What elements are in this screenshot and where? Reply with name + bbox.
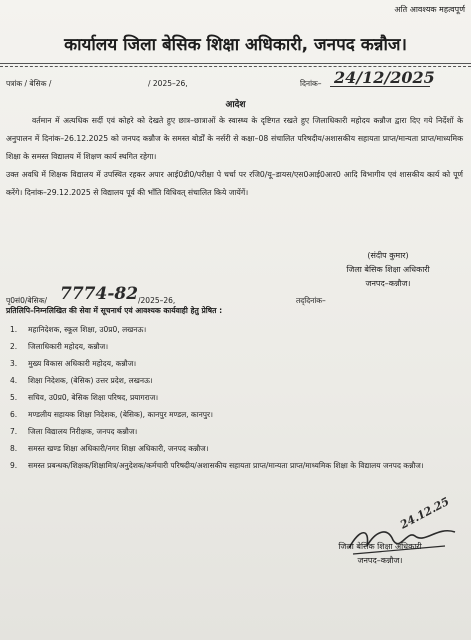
list-item-number: 7. xyxy=(10,427,18,436)
signatory-designation: जिला बेसिक शिक्षा अधिकारी xyxy=(346,265,430,274)
list-item-text: मुख्य विकास अधिकारी महोदय, कन्नौज। xyxy=(28,359,137,368)
list-item-text: शिक्षा निदेशक, (बेसिक) उत्तर प्रदेश, लखनऊ। xyxy=(28,376,153,385)
order-paragraph-1: वर्तमान में अत्यधिक सर्दी एवं कोहरे को देखते हुए छात्र–छात्राओं के स्वास्थ्य के दृष्टिगत रखते हुए जिलाधिकारी महोदय कन्नौज द्वारा दिए गये निर्देशों के अनुपालन में दिनांक–26.12.2025 को जनपद कन्नौज के समस्त बोर्डों के नर्सरी से कक्षा–08 संचालित परिषदीय/अशासकीय सहायता प्राप्त/मान्यता प्राप्त/माध्यमिक शिक्षा के समस्त विद्यालय में शिक्षण कार्य स्थगित रहेगा। xyxy=(6,116,463,161)
list-item-number: 1. xyxy=(10,325,18,334)
signatory-name: (संदीप कुमार) xyxy=(367,251,409,260)
copy-heading: प्रतिलिपि–निम्नलिखित की सेवा में सूचनार्थ एवं आवश्यक कार्यवाही हेतु प्रेषित : xyxy=(6,306,223,315)
header-rule xyxy=(0,63,471,64)
signatory-place-2: जनपद–कन्नौज। xyxy=(357,556,403,565)
list-item xyxy=(10,457,461,474)
order-title: आदेश xyxy=(225,100,246,110)
letter-year: / 2025–26, xyxy=(148,79,188,88)
list-item-number: 4. xyxy=(10,376,18,385)
urgent-label: अति आवश्यक महत्वपूर्ण xyxy=(394,5,465,14)
signature-block-2 xyxy=(300,540,460,568)
handwritten-date: 24/12/2025 xyxy=(334,68,435,87)
list-item xyxy=(10,321,461,338)
list-item xyxy=(10,338,461,355)
list-item-number: 5. xyxy=(10,393,18,402)
list-item-text: सचिव, उ0प्र0, बेसिक शिक्षा परिषद, प्रयागराज। xyxy=(28,393,159,402)
list-item xyxy=(10,406,461,423)
handwritten-dispatch-number: 7774-82 xyxy=(60,284,139,304)
list-item xyxy=(10,389,461,406)
list-item-number: 8. xyxy=(10,444,18,453)
list-item xyxy=(10,372,461,389)
list-item-text: जिलाधिकारी महोदय, कन्नौज। xyxy=(28,342,109,351)
endorsement-date-label: तद्‌दिनांक– xyxy=(296,296,326,305)
list-item-text: महानिदेशक, स्कूल शिक्षा, उ0प्र0, लखनऊ। xyxy=(28,325,147,334)
order-body xyxy=(6,112,463,202)
handwritten-date-2: 24.12.25 xyxy=(398,494,452,532)
header-rule-dashed xyxy=(0,66,471,67)
list-item-text: समस्त प्रबन्धक/शिक्षक/शिक्षामित्र/अनुदेशक/कर्मचारी परिषदीय/अशासकीय सहायता प्राप्त/मान्यता प्राप्त/माध्यमिक शिक्षा के विद्यालय जनपद कन्नौज। xyxy=(28,461,424,470)
list-item xyxy=(10,440,461,457)
endorsement-number: पृ0सं0/बेसिक/ xyxy=(6,296,47,305)
endorsement-year: /2025–26, xyxy=(138,296,176,305)
list-item-text: मण्डलीय सहायक शिक्षा निदेशक, (बेसिक), कानपुर मण्डल, कानपुर। xyxy=(28,410,213,419)
list-item-number: 9. xyxy=(10,461,18,470)
signatory-place: जनपद–कन्नौज। xyxy=(365,279,411,288)
office-title: कार्यालय जिला बेसिक शिक्षा अधिकारी, जनपद कन्नौज। xyxy=(64,35,407,55)
date-label: दिनांक– xyxy=(300,79,322,88)
list-item-text: जिला विद्यालय निरीक्षक, जनपद कन्नौज। xyxy=(28,427,138,436)
copy-list xyxy=(10,321,461,474)
list-item-text: समस्त खण्ड शिक्षा अधिकारी/नगर शिक्षा अधिकारी, जनपद कन्नौज। xyxy=(28,444,209,453)
letter-number: पत्रांक / बेसिक / xyxy=(6,79,52,88)
date-underline xyxy=(330,86,430,87)
list-item-number: 2. xyxy=(10,342,18,351)
list-item xyxy=(10,355,461,372)
signatory-designation-2: जिला बेसिक शिक्षा अधिकारी xyxy=(338,542,422,551)
list-item xyxy=(10,423,461,440)
order-paragraph-2: उक्त अवधि में शिक्षक विद्यालय में उपस्थित रहकर अपार आई0डी0/परीक्षा पे चर्चा पर रजि0/यू–डायस/एस0आई0आर0 आदि विभागीय एवं शासकीय कार्य को पूर्ण करेंगे। दिनांक–29.12.2025 से विद्यालय पूर्व की भाँति विधिवत् संचालित किये जायेंगें। xyxy=(6,170,463,197)
list-item-number: 6. xyxy=(10,410,18,419)
list-item-number: 3. xyxy=(10,359,18,368)
signature-block xyxy=(318,249,458,291)
